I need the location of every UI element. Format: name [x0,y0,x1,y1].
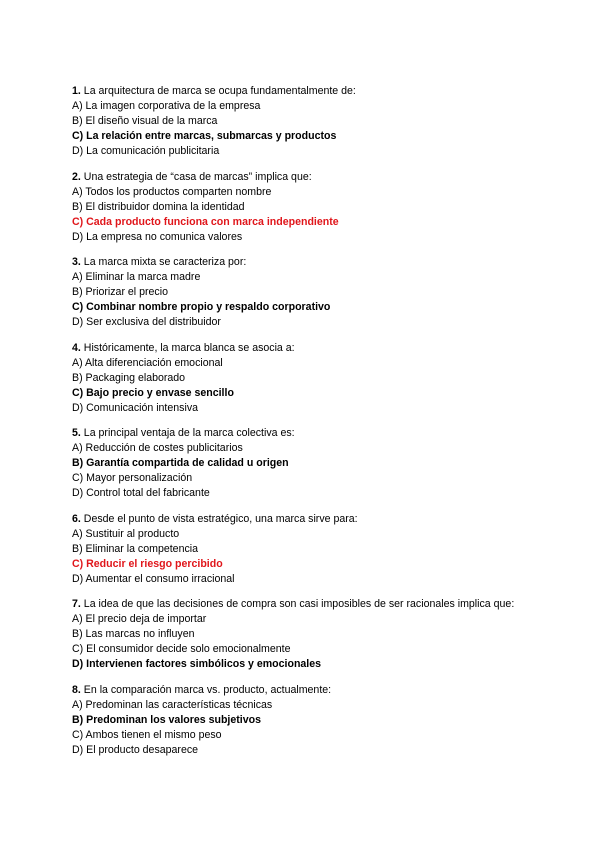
option-d: D) Comunicación intensiva [72,401,199,414]
question-3 [72,255,542,330]
option-d: D) El producto desaparece [72,743,199,756]
option-b: B) El diseño visual de la marca [72,115,218,127]
question-stem [72,341,542,356]
option-c-correct: C) Reducir el riesgo percibido [72,557,223,570]
question-6 [72,512,542,587]
question-number: 4. [72,341,81,354]
option-a: A) Todos los productos comparten nombre [72,185,272,198]
question-number: 7. [72,598,81,610]
option-d: D) Aumentar el consumo irracional [72,572,235,585]
question-text: La marca mixta se caracteriza por: [83,256,247,268]
question-stem [72,84,542,99]
option-b-correct: B) Predominan los valores subjetivos [72,713,261,726]
option-b: B) El distribuidor domina la identidad [72,200,245,213]
option-b-correct: B) Garantía compartida de calidad u origen [72,457,289,469]
question-number: 5. [72,427,81,439]
question-stem [72,170,542,185]
option-b: B) Packaging elaborado [72,371,186,384]
option-c: C) El consumidor decide solo emocionalmente [72,643,291,655]
question-number: 1. [72,85,81,97]
question-text: La principal ventaja de la marca colectiva es: [83,427,295,439]
question-text: En la comparación marca vs. producto, actualmente: [83,683,332,696]
option-a: A) Reducción de costes publicitarios [72,442,243,454]
question-text: La arquitectura de marca se ocupa fundamentalmente de: [83,85,356,97]
option-a: A) Predominan las características técnicas [72,698,273,711]
option-b: B) Eliminar la competencia [72,542,198,555]
question-stem [72,683,542,698]
option-c: C) Ambos tienen el mismo peso [72,728,222,741]
option-c-correct: C) Bajo precio y envase sencillo [72,386,234,399]
document-page [72,84,542,768]
option-c: C) Mayor personalización [72,472,193,484]
option-c-correct: C) Cada producto funciona con marca independiente [72,215,339,228]
option-a: A) Eliminar la marca madre [72,271,201,283]
question-stem [72,426,542,441]
option-b: B) Las marcas no influyen [72,628,195,640]
question-4 [72,341,542,416]
option-c-correct: C) La relación entre marcas, submarcas y productos [72,130,337,142]
option-a: A) El precio deja de importar [72,613,207,625]
question-number: 2. [72,170,81,183]
question-stem [72,255,542,270]
option-a: A) La imagen corporativa de la empresa [72,100,261,112]
option-d: D) La comunicación publicitaria [72,145,220,157]
question-8 [72,683,542,758]
question-stem [72,512,542,527]
question-text: La idea de que las decisiones de compra son casi imposibles de ser racionales implica que: [83,598,515,610]
question-7 [72,597,542,672]
question-text: Desde el punto de vista estratégico, una marca sirve para: [83,512,358,525]
question-stem [72,597,542,612]
option-c-correct: C) Combinar nombre propio y respaldo corporativo [72,301,331,313]
question-text: Históricamente, la marca blanca se asocia a: [83,341,295,354]
question-text: Una estrategia de “casa de marcas” implica que: [83,170,312,183]
question-number: 8. [72,683,81,696]
question-1 [72,84,542,159]
option-b: B) Priorizar el precio [72,286,168,298]
option-a: A) Alta diferenciación emocional [72,356,223,369]
option-a: A) Sustituir al producto [72,527,180,540]
option-d-correct: D) Intervienen factores simbólicos y emocionales [72,658,322,670]
option-d: D) Control total del fabricante [72,487,210,499]
option-d: D) La empresa no comunica valores [72,230,243,243]
question-number: 3. [72,256,81,268]
question-5 [72,426,542,501]
question-2 [72,170,542,245]
question-number: 6. [72,512,81,525]
option-d: D) Ser exclusiva del distribuidor [72,316,221,328]
